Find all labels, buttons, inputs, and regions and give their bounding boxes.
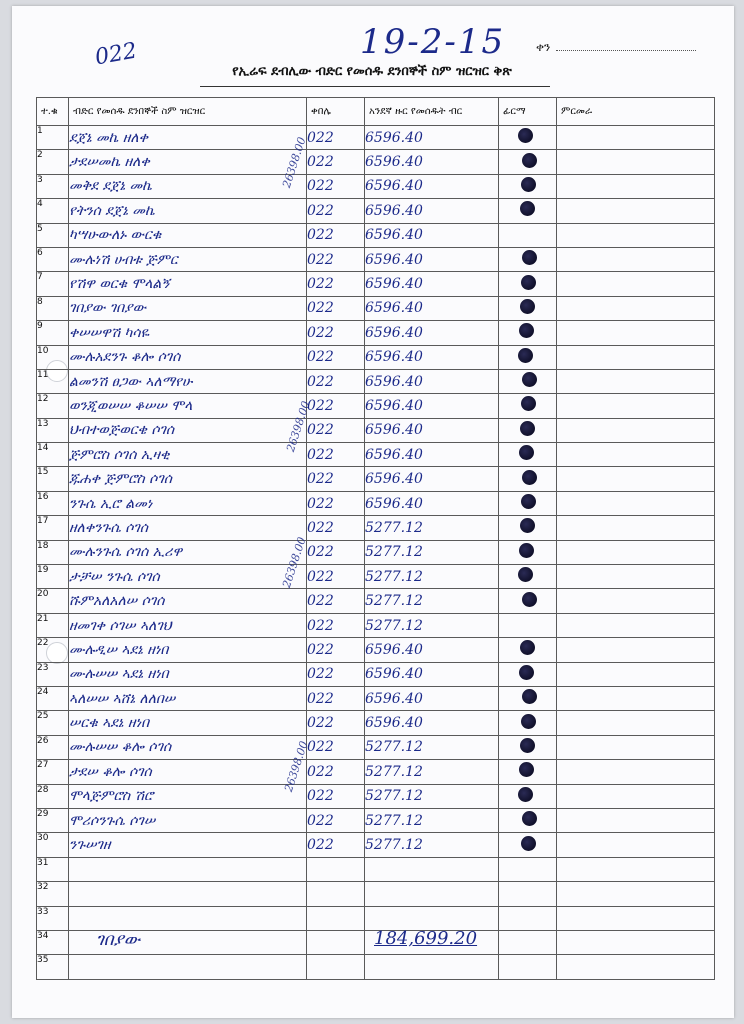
kebele-code: 022 bbox=[307, 296, 365, 320]
beneficiary-name: መቅደ ደጀኔ መኬ bbox=[69, 174, 307, 198]
remark-cell bbox=[557, 516, 715, 540]
kebele-code: 022 bbox=[307, 833, 365, 857]
table-row bbox=[37, 126, 715, 150]
kebele-code: 022 bbox=[307, 491, 365, 515]
kebele-code: 022 bbox=[307, 223, 365, 247]
kebele-code: 022 bbox=[307, 247, 365, 271]
row-number: 24 bbox=[37, 686, 69, 710]
kebele-code: 022 bbox=[307, 565, 365, 589]
table-row bbox=[37, 174, 715, 198]
remark-cell bbox=[557, 833, 715, 857]
remark-cell bbox=[557, 345, 715, 369]
date-dotted-line bbox=[556, 40, 696, 51]
table-row bbox=[37, 272, 715, 296]
kebele-code: 022 bbox=[307, 589, 365, 613]
kebele-code bbox=[307, 857, 365, 881]
disbursed-amount: 5277.12 bbox=[365, 516, 499, 540]
table-row bbox=[37, 565, 715, 589]
margin-note: 26398.00 bbox=[279, 135, 309, 190]
disbursed-amount: 5277.12 bbox=[365, 760, 499, 784]
signature-cell bbox=[499, 906, 557, 930]
fingerprint-stamp bbox=[521, 396, 536, 411]
fingerprint-stamp bbox=[521, 836, 536, 851]
disbursed-amount bbox=[365, 906, 499, 930]
kebele-code: 022 bbox=[307, 394, 365, 418]
remark-cell bbox=[557, 150, 715, 174]
table-row bbox=[37, 247, 715, 271]
fingerprint-stamp bbox=[519, 323, 534, 338]
kebele-code: 022 bbox=[307, 369, 365, 393]
beneficiary-name: ደጀኔ መኬ ዘለቀ bbox=[69, 126, 307, 150]
remark-cell bbox=[557, 491, 715, 515]
beneficiary-name: ሠርቁ ኣደኔ ዘነበ bbox=[69, 711, 307, 735]
disbursed-amount: 6596.40 bbox=[365, 174, 499, 198]
table-row bbox=[37, 613, 715, 637]
title-underline bbox=[200, 86, 550, 87]
table-row bbox=[37, 808, 715, 832]
kebele-code: 022 bbox=[307, 711, 365, 735]
beneficiary-name: ሙሉሠሠ ኣደኔ ዘነበ bbox=[69, 662, 307, 686]
signature-cell bbox=[499, 540, 557, 564]
fingerprint-stamp bbox=[520, 738, 535, 753]
table-row bbox=[37, 638, 715, 662]
table-row bbox=[37, 906, 715, 930]
signature-cell bbox=[499, 565, 557, 589]
remark-cell bbox=[557, 394, 715, 418]
kebele-code: 022 bbox=[307, 418, 365, 442]
beneficiary-name: ሙሉንጉሴ ሶገሰ ኢሪዋ bbox=[69, 540, 307, 564]
kebele-code: 022 bbox=[307, 784, 365, 808]
table-row bbox=[37, 760, 715, 784]
row-number: 16 bbox=[37, 491, 69, 515]
table-row bbox=[37, 711, 715, 735]
kebele-code: 022 bbox=[307, 760, 365, 784]
disbursed-amount: 6596.40 bbox=[365, 199, 499, 223]
row-number: 13 bbox=[37, 418, 69, 442]
kebele-code: 022 bbox=[307, 516, 365, 540]
remark-cell bbox=[557, 613, 715, 637]
fingerprint-stamp bbox=[518, 787, 533, 802]
disbursed-amount: 6596.40 bbox=[365, 662, 499, 686]
remark-cell bbox=[557, 930, 715, 954]
fingerprint-stamp bbox=[521, 494, 536, 509]
remark-cell bbox=[557, 808, 715, 832]
beneficiary-name bbox=[69, 882, 307, 906]
signature-cell bbox=[499, 174, 557, 198]
disbursed-amount: 5277.12 bbox=[365, 565, 499, 589]
row-number: 11 bbox=[37, 369, 69, 393]
table-row bbox=[37, 443, 715, 467]
kebele-code: 022 bbox=[307, 662, 365, 686]
table-row bbox=[37, 955, 715, 979]
signature-cell bbox=[499, 369, 557, 393]
row-number: 28 bbox=[37, 784, 69, 808]
disbursed-amount: 5277.12 bbox=[365, 589, 499, 613]
table-row bbox=[37, 833, 715, 857]
remark-cell bbox=[557, 565, 715, 589]
remark-cell bbox=[557, 857, 715, 881]
signature-cell bbox=[499, 760, 557, 784]
row-number: 32 bbox=[37, 882, 69, 906]
margin-note: 26398.00 bbox=[283, 399, 313, 454]
remark-cell bbox=[557, 955, 715, 979]
fingerprint-stamp bbox=[520, 421, 535, 436]
kebele-code: 022 bbox=[307, 638, 365, 662]
beneficiary-name: ሹምአለአለሠ ሶገሰ bbox=[69, 589, 307, 613]
table-row bbox=[37, 516, 715, 540]
row-number: 20 bbox=[37, 589, 69, 613]
beneficiary-name: ልመንሽ ፀጋው ኣለማየሁ bbox=[69, 369, 307, 393]
table-header-row bbox=[37, 98, 715, 126]
signature-cell bbox=[499, 443, 557, 467]
row-number: 27 bbox=[37, 760, 69, 784]
beneficiary-name: ታቻሠ ንጉሴ ሶገሰ bbox=[69, 565, 307, 589]
kebele-code: 022 bbox=[307, 321, 365, 345]
kebele-code: 022 bbox=[307, 345, 365, 369]
disbursed-amount: 6596.40 bbox=[365, 491, 499, 515]
remark-cell bbox=[557, 735, 715, 759]
signature-cell bbox=[499, 833, 557, 857]
table-row bbox=[37, 150, 715, 174]
beneficiary-name: ካሣሁውለኑ ውርቁ bbox=[69, 223, 307, 247]
table-row bbox=[37, 394, 715, 418]
fingerprint-stamp bbox=[519, 665, 534, 680]
disbursed-amount: 5277.12 bbox=[365, 808, 499, 832]
table-row bbox=[37, 540, 715, 564]
remark-cell bbox=[557, 467, 715, 491]
column-header-remark: ምርመራ bbox=[557, 98, 715, 126]
fingerprint-stamp bbox=[521, 714, 536, 729]
remark-cell bbox=[557, 711, 715, 735]
fingerprint-stamp bbox=[518, 567, 533, 582]
remark-cell bbox=[557, 272, 715, 296]
signature-cell bbox=[499, 613, 557, 637]
row-number: 26 bbox=[37, 735, 69, 759]
kebele-code: 022 bbox=[307, 272, 365, 296]
table-row bbox=[37, 662, 715, 686]
row-number: 29 bbox=[37, 808, 69, 832]
row-number: 10 bbox=[37, 345, 69, 369]
remark-cell bbox=[557, 906, 715, 930]
handwritten-date: 19-2-15 bbox=[360, 22, 506, 62]
beneficiary-name: ሞላጅምሮስ ሽሮ bbox=[69, 784, 307, 808]
remark-cell bbox=[557, 443, 715, 467]
row-number: 30 bbox=[37, 833, 69, 857]
fingerprint-stamp bbox=[519, 543, 534, 558]
beneficiary-name: ሙሉአደንጉ ቆሎ ሶገሰ bbox=[69, 345, 307, 369]
disbursed-amount: 6596.40 bbox=[365, 126, 499, 150]
signature-cell bbox=[499, 955, 557, 979]
beneficiary-table bbox=[36, 97, 715, 980]
signature-cell bbox=[499, 345, 557, 369]
fingerprint-stamp bbox=[521, 177, 536, 192]
remark-cell bbox=[557, 174, 715, 198]
beneficiary-name: የትንሰ ደጀኔ መኬ bbox=[69, 199, 307, 223]
beneficiary-name bbox=[69, 906, 307, 930]
signature-cell bbox=[499, 516, 557, 540]
row-number: 21 bbox=[37, 613, 69, 637]
table-row bbox=[37, 199, 715, 223]
signature-cell bbox=[499, 150, 557, 174]
row-number: 4 bbox=[37, 199, 69, 223]
remark-cell bbox=[557, 662, 715, 686]
remark-cell bbox=[557, 760, 715, 784]
form-title: የኢሬፍ ደብሊው ብድር የመሰዱ ደንበኞች ስም ዝርዝር ቅጽ bbox=[232, 64, 512, 79]
date-label: ቀን bbox=[536, 40, 551, 54]
table-row bbox=[37, 686, 715, 710]
row-number: 33 bbox=[37, 906, 69, 930]
signature-cell bbox=[499, 882, 557, 906]
signature-cell bbox=[499, 784, 557, 808]
kebele-code bbox=[307, 882, 365, 906]
kebele-code: 022 bbox=[307, 613, 365, 637]
row-number: 3 bbox=[37, 174, 69, 198]
signature-cell bbox=[499, 711, 557, 735]
remark-cell bbox=[557, 418, 715, 442]
signature-cell bbox=[499, 467, 557, 491]
kebele-code: 022 bbox=[307, 443, 365, 467]
signature-cell bbox=[499, 589, 557, 613]
beneficiary-name: ዘመገቀ ሶገሠ ኣለገህ bbox=[69, 613, 307, 637]
remark-cell bbox=[557, 686, 715, 710]
row-number: 1 bbox=[37, 126, 69, 150]
remark-cell bbox=[557, 589, 715, 613]
row-number: 8 bbox=[37, 296, 69, 320]
remark-cell bbox=[557, 369, 715, 393]
kebele-code: 022 bbox=[307, 126, 365, 150]
signature-cell bbox=[499, 126, 557, 150]
remark-cell bbox=[557, 126, 715, 150]
signature-cell bbox=[499, 296, 557, 320]
beneficiary-name: ሙሉነሽ ሀብቱ ጅምር bbox=[69, 247, 307, 271]
beneficiary-name: ጁሐቀ ጅምሮስ ሶገሰ bbox=[69, 467, 307, 491]
beneficiary-name bbox=[69, 857, 307, 881]
row-number: 7 bbox=[37, 272, 69, 296]
table-row bbox=[37, 589, 715, 613]
row-number: 14 bbox=[37, 443, 69, 467]
beneficiary-name: ገበያው ገበያው bbox=[69, 296, 307, 320]
table-row bbox=[37, 296, 715, 320]
beneficiary-name: ህብተወጅወርቄ ሶገሰ bbox=[69, 418, 307, 442]
signature-cell bbox=[499, 686, 557, 710]
disbursed-amount: 5277.12 bbox=[365, 833, 499, 857]
fingerprint-stamp bbox=[522, 811, 537, 826]
table-row bbox=[37, 784, 715, 808]
row-number: 19 bbox=[37, 565, 69, 589]
disbursed-amount: 6596.40 bbox=[365, 321, 499, 345]
disbursed-amount: 6596.40 bbox=[365, 369, 499, 393]
margin-note: 26398.00 bbox=[281, 739, 311, 794]
fingerprint-stamp bbox=[522, 372, 537, 387]
signature-cell bbox=[499, 857, 557, 881]
remark-cell bbox=[557, 247, 715, 271]
table-row bbox=[37, 223, 715, 247]
disbursed-amount: 5277.12 bbox=[365, 784, 499, 808]
remark-cell bbox=[557, 199, 715, 223]
kebele-code: 022 bbox=[307, 199, 365, 223]
kebele-code: 022 bbox=[307, 808, 365, 832]
table-row bbox=[37, 491, 715, 515]
kebele-code-handwritten: 022 bbox=[93, 38, 139, 71]
beneficiary-name: ጅምሮስ ሶገሰ ኢዛቂ bbox=[69, 443, 307, 467]
signature-cell bbox=[499, 735, 557, 759]
disbursed-amount: 6596.40 bbox=[365, 150, 499, 174]
disbursed-amount: 6596.40 bbox=[365, 223, 499, 247]
fingerprint-stamp bbox=[519, 762, 534, 777]
fingerprint-stamp bbox=[520, 640, 535, 655]
kebele-code bbox=[307, 906, 365, 930]
table-row bbox=[37, 418, 715, 442]
table-row bbox=[37, 882, 715, 906]
fingerprint-stamp bbox=[522, 153, 537, 168]
signature-cell bbox=[499, 418, 557, 442]
table-row bbox=[37, 345, 715, 369]
row-number: 2 bbox=[37, 150, 69, 174]
row-number: 34 bbox=[37, 930, 69, 954]
beneficiary-name bbox=[69, 955, 307, 979]
column-header-name: ብድር የመሰዱ ደንበኞች ስም ዝርዝር bbox=[69, 98, 307, 126]
fingerprint-stamp bbox=[520, 518, 535, 533]
beneficiary-name: ኣለሠሠ ኣሸኔ ለለበሠ bbox=[69, 686, 307, 710]
fingerprint-stamp bbox=[522, 250, 537, 265]
disbursed-amount: 6596.40 bbox=[365, 247, 499, 271]
column-header-signature: ፊርማ bbox=[499, 98, 557, 126]
beneficiary-name: የሽዋ ወርቁ ሞላልኝ bbox=[69, 272, 307, 296]
signature-cell bbox=[499, 808, 557, 832]
column-header-amount: አንደኛ ዙር የመሰዱት ብር bbox=[365, 98, 499, 126]
signature-cell bbox=[499, 272, 557, 296]
row-number: 35 bbox=[37, 955, 69, 979]
column-header-kebele: ቀበሌ bbox=[307, 98, 365, 126]
table-row bbox=[37, 735, 715, 759]
margin-note: 26398.00 bbox=[279, 535, 309, 590]
row-number: 25 bbox=[37, 711, 69, 735]
fingerprint-stamp bbox=[520, 201, 535, 216]
fingerprint-stamp bbox=[522, 592, 537, 607]
disbursed-amount: 6596.40 bbox=[365, 418, 499, 442]
beneficiary-name: ሞሪሶንጉሴ ሶገሠ bbox=[69, 808, 307, 832]
remark-cell bbox=[557, 296, 715, 320]
kebele-code bbox=[307, 930, 365, 954]
table-row bbox=[37, 321, 715, 345]
disbursed-amount bbox=[365, 857, 499, 881]
signature-cell bbox=[499, 199, 557, 223]
beneficiary-name: ታደሠመኬ ዘለቀ bbox=[69, 150, 307, 174]
signature-cell bbox=[499, 394, 557, 418]
row-number: 17 bbox=[37, 516, 69, 540]
date-field bbox=[536, 40, 696, 55]
remark-cell bbox=[557, 321, 715, 345]
fingerprint-stamp bbox=[520, 299, 535, 314]
fingerprint-stamp bbox=[522, 689, 537, 704]
remark-cell bbox=[557, 223, 715, 247]
row-number: 6 bbox=[37, 247, 69, 271]
signature-cell bbox=[499, 321, 557, 345]
table-row bbox=[37, 369, 715, 393]
row-number: 12 bbox=[37, 394, 69, 418]
total-value: 184,699.20 bbox=[374, 928, 478, 949]
disbursed-amount bbox=[365, 955, 499, 979]
disbursed-amount: 5277.12 bbox=[365, 540, 499, 564]
fingerprint-stamp bbox=[522, 470, 537, 485]
beneficiary-name: ንጉሴ ኢሮ ልመነ bbox=[69, 491, 307, 515]
signature-cell bbox=[499, 247, 557, 271]
fingerprint-stamp bbox=[518, 128, 533, 143]
disbursed-amount: 6596.40 bbox=[365, 296, 499, 320]
beneficiary-name: ዘለቀንጉሴ ሶገሰ bbox=[69, 516, 307, 540]
table-row bbox=[37, 857, 715, 881]
remark-cell bbox=[557, 540, 715, 564]
disbursed-amount: 5277.12 bbox=[365, 613, 499, 637]
remark-cell bbox=[557, 638, 715, 662]
disbursed-amount: 6596.40 bbox=[365, 638, 499, 662]
beneficiary-name: ታደሠ ቆሎ ሶገሰ bbox=[69, 760, 307, 784]
kebele-code: 022 bbox=[307, 150, 365, 174]
disbursed-amount: 5277.12 bbox=[365, 735, 499, 759]
kebele-code: 022 bbox=[307, 540, 365, 564]
disbursed-amount: 6596.40 bbox=[365, 345, 499, 369]
beneficiary-name: ወንጂወሠሠ ቆሠሠ ሞላ bbox=[69, 394, 307, 418]
row-number: 5 bbox=[37, 223, 69, 247]
row-number: 22 bbox=[37, 638, 69, 662]
fingerprint-stamp bbox=[518, 348, 533, 363]
disbursed-amount bbox=[365, 882, 499, 906]
disbursed-amount: 6596.40 bbox=[365, 272, 499, 296]
row-number: 18 bbox=[37, 540, 69, 564]
row-number: 9 bbox=[37, 321, 69, 345]
fingerprint-stamp bbox=[519, 445, 534, 460]
row-number: 31 bbox=[37, 857, 69, 881]
disbursed-amount: 6596.40 bbox=[365, 686, 499, 710]
beneficiary-name: ንጉሠገዘ bbox=[69, 833, 307, 857]
disbursed-amount: 6596.40 bbox=[365, 711, 499, 735]
remark-cell bbox=[557, 882, 715, 906]
signature-cell bbox=[499, 223, 557, 247]
row-number: 15 bbox=[37, 467, 69, 491]
beneficiary-name: ሙሉሠሠ ቆሎ ሶገሰ bbox=[69, 735, 307, 759]
kebele-code: 022 bbox=[307, 174, 365, 198]
signature-cell bbox=[499, 638, 557, 662]
disbursed-amount: 6596.40 bbox=[365, 394, 499, 418]
row-number: 23 bbox=[37, 662, 69, 686]
signature-cell bbox=[499, 662, 557, 686]
signature-cell bbox=[499, 491, 557, 515]
kebele-code: 022 bbox=[307, 735, 365, 759]
total-label: ገበያው bbox=[96, 930, 141, 950]
column-header-number: ተ.ቁ bbox=[37, 98, 69, 126]
fingerprint-stamp bbox=[521, 275, 536, 290]
table-row bbox=[37, 467, 715, 491]
remark-cell bbox=[557, 784, 715, 808]
kebele-code: 022 bbox=[307, 467, 365, 491]
disbursed-amount: 6596.40 bbox=[365, 467, 499, 491]
signature-cell bbox=[499, 930, 557, 954]
beneficiary-name: ቀሠሠዋሽ ካሳዬ bbox=[69, 321, 307, 345]
beneficiary-name: ሙሉዲሠ ኣደኔ ዘነበ bbox=[69, 638, 307, 662]
kebele-code: 022 bbox=[307, 686, 365, 710]
kebele-code bbox=[307, 955, 365, 979]
disbursed-amount: 6596.40 bbox=[365, 443, 499, 467]
